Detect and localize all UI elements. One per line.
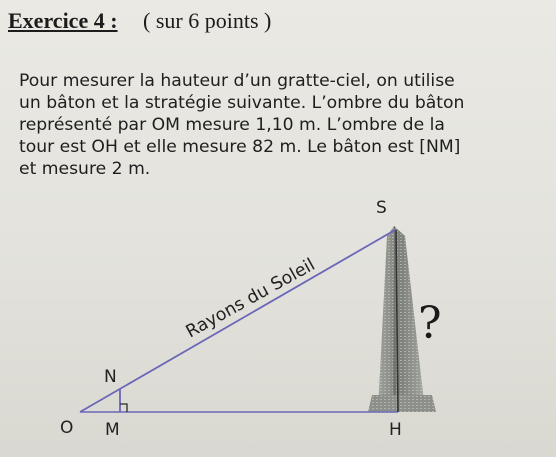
ray-label: Rayons du Soleil [182, 254, 319, 343]
problem-line: Pour mesurer la hauteur d’un gratte-ciel, on utilise [19, 71, 455, 91]
point-o-label: O [60, 418, 74, 438]
problem-line: tour est OH et elle mesure 82 m. Le bâton est [NM] [19, 137, 461, 157]
point-m-label: M [105, 420, 120, 440]
points-label: ( sur 6 points ) [143, 8, 272, 33]
sun-ray-line [80, 230, 395, 412]
question-mark: ? [418, 298, 442, 349]
exercise-label: Exercice 4 : [8, 8, 118, 33]
problem-line: un bâton et la stratégie suivante. L’ombre du bâton [19, 93, 465, 113]
point-h-label: H [389, 420, 402, 440]
problem-line: et mesure 2 m. [19, 159, 151, 179]
point-s-label: S [376, 198, 387, 218]
problem-line: représenté par OM mesure 1,10 m. L’ombre de la [19, 115, 445, 135]
point-n-label: N [104, 367, 117, 387]
right-angle-marker [120, 404, 127, 412]
